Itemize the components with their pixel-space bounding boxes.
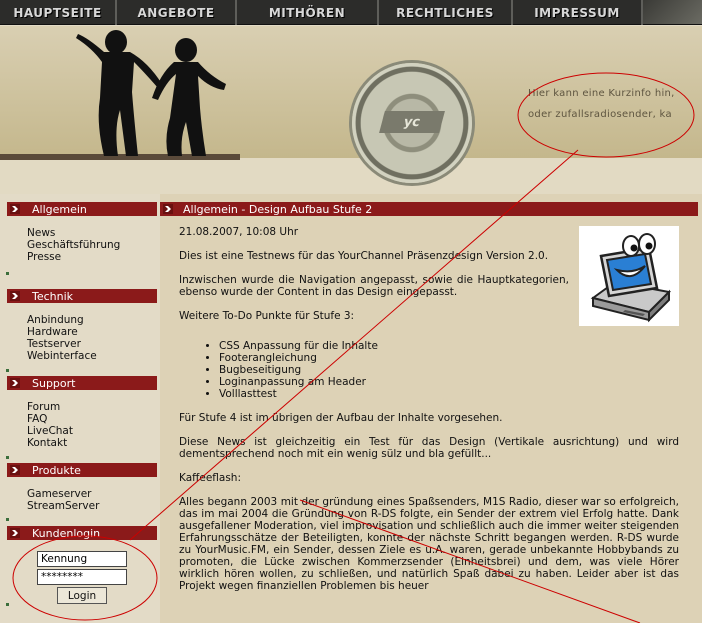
header-bottom-band (0, 158, 702, 194)
top-navigation (0, 0, 702, 25)
sidebar-link-news[interactable]: News (27, 227, 56, 239)
sidebar-section-produkte (7, 463, 157, 477)
nav-angebote[interactable]: ANGEBOTE (117, 0, 237, 25)
sidebar-link-livechat[interactable]: LiveChat (27, 425, 73, 437)
kurzinfo-line-1: Hier kann eine Kurzinfo hin, (528, 88, 675, 99)
news-paragraph: Weitere To-Do Punkte für Stufe 3: (179, 310, 355, 322)
sidebar-section-title: Technik (32, 289, 74, 303)
sidebar-section-title: Allgemein (32, 202, 87, 216)
bullet-dot (6, 518, 9, 521)
login-username-input[interactable] (37, 551, 127, 567)
bullet-dot (6, 456, 9, 459)
dancers-silhouette-image (74, 28, 234, 156)
news-paragraph: Inzwischen wurde die Navigation angepasst, sowie die Hauptkategorien, ebenso wurde der Content in das Design eingepasst. (179, 274, 569, 298)
news-paragraph: Dies ist eine Testnews für das YourChannel Präsenzdesign Version 2.0. (179, 250, 549, 262)
nav-impressum[interactable]: IMPRESSUM (513, 0, 643, 25)
nav-hauptseite[interactable]: HAUPTSEITE (0, 0, 117, 25)
sidebar-section-title: Support (32, 376, 76, 390)
todo-item: • Bugbeseitigung (219, 364, 569, 376)
news-paragraph: Kaffeeflash: (179, 472, 242, 484)
news-date: 21.08.2007, 10:08 Uhr (179, 226, 299, 238)
bullet-dot (6, 603, 9, 606)
main-content (160, 194, 702, 623)
arrow-right-icon (10, 291, 20, 301)
nav-rechtliches[interactable]: RECHTLICHES (379, 0, 513, 25)
sidebar-link-geschaeftsfuehrung[interactable]: Geschäftsführung (27, 239, 121, 251)
sidebar-links-technik (27, 314, 97, 362)
kurzinfo-line-2: oder zufallsradiosender, ka (528, 109, 672, 120)
sidebar-links-support (27, 401, 73, 449)
sidebar-link-kontakt[interactable]: Kontakt (27, 437, 68, 449)
sidebar-link-gameserver[interactable]: Gameserver (27, 488, 92, 500)
sidebar-links-allgemein (27, 227, 120, 263)
header-banner (0, 26, 702, 194)
login-password-input[interactable] (37, 569, 127, 585)
news-paragraph: Für Stufe 4 ist im übrigen der Aufbau der Inhalte vorgesehen. (179, 412, 503, 424)
sidebar-section-allgemein (7, 202, 157, 216)
login-button[interactable]: Login (57, 587, 107, 604)
header-kurzinfo (528, 83, 702, 125)
sidebar-section-title: Kundenlogin (32, 526, 101, 540)
arrow-right-icon (10, 465, 20, 475)
news-paragraph: Diese News ist gleichzeitig ein Test für das Design (Vertikale ausrichtung) und wird dementsprechend noch mit ein wenig sülz und bla gefüllt... (179, 436, 679, 460)
bullet-dot (6, 272, 9, 275)
computer-mascot-image (579, 226, 679, 326)
todo-item: • Volllasttest (219, 388, 569, 400)
todo-item: • Footerangleichung (219, 352, 569, 364)
sidebar-section-title: Produkte (32, 463, 81, 477)
sidebar-link-faq[interactable]: FAQ (27, 413, 48, 425)
todo-item: • CSS Anpassung für die Inhalte (219, 340, 569, 352)
arrow-right-icon (10, 204, 20, 214)
news-title: Allgemein - Design Aufbau Stufe 2 (183, 202, 373, 216)
sidebar-link-presse[interactable]: Presse (27, 251, 62, 263)
todo-item: • Loginanpassung am Header (219, 376, 569, 388)
news-body (179, 226, 679, 604)
speaker-logo: yc (379, 111, 445, 133)
sidebar-link-anbindung[interactable]: Anbindung (27, 314, 84, 326)
sidebar-link-hardware[interactable]: Hardware (27, 326, 78, 338)
arrow-right-icon (10, 528, 20, 538)
sidebar-link-streamserver[interactable]: StreamServer (27, 500, 100, 512)
news-title-bar (160, 202, 698, 216)
arrow-right-icon (10, 378, 20, 388)
nav-mithoeren[interactable]: MITHÖREN (237, 0, 379, 25)
news-paragraph: Alles begann 2003 mit der gründung eines Spaßsenders, M1S Radio, dieser war so erfolgreich, das im mai 2004 die Gründung von R-DS folgte, ein Sender der extrem viel Erfolg hatte. Dank ausgefallener Moderation, viel improvisation und schließlich auch die immer weiter steigenden Erfahrungsschätze der Beteiligten, konnte der nächste Schritt begangen werden. R-DS wurde zu YourMusic.FM, ein Sender, dessen Ziele es u.A. waren, gerade unbekannte Hobbybands zu promoten, die Lücke zwischen Kommerzsender (Einheitsbrei) und dem, was viele Hörer wirklich hören wollen, zu schließen, und natürlich Spaß dabei zu haben. Leider aber ist das Projekt wegen finanziellen Problemen bis heuer (179, 496, 679, 592)
bullet-dot (6, 369, 9, 372)
todo-list (219, 340, 569, 400)
sidebar-link-forum[interactable]: Forum (27, 401, 61, 413)
nav-decoration (643, 0, 702, 24)
sidebar-section-support (7, 376, 157, 390)
sidebar-section-kundenlogin (7, 526, 157, 540)
sidebar-links-produkte (27, 488, 99, 512)
sidebar-link-testserver[interactable]: Testserver (27, 338, 81, 350)
sidebar-link-webinterface[interactable]: Webinterface (27, 350, 97, 362)
sidebar-section-technik (7, 289, 157, 303)
arrow-right-icon (163, 204, 173, 214)
